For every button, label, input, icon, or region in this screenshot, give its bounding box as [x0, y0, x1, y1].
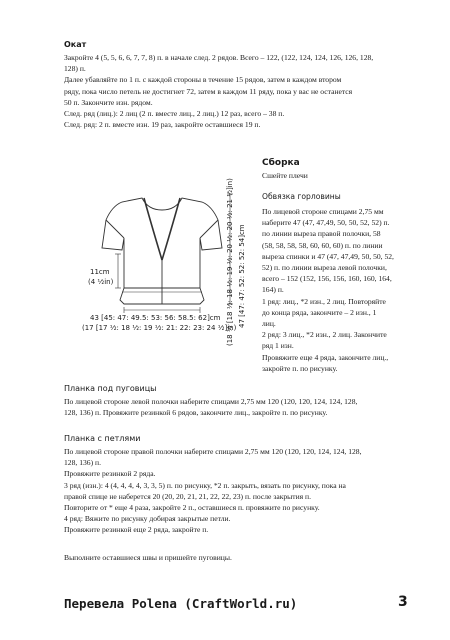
text-line: Провяжите резинкой 2 ряда. — [64, 469, 156, 479]
text-line: По лицевой стороне спицами 2,75 мм — [262, 207, 384, 216]
text-line: закройте п. по рисунку. — [262, 363, 338, 373]
text-line: След. ряд (лиц.): 2 лиц (2 п. вместе лиц., 2 лиц.) 12 раз, всего – 38 п. — [64, 109, 285, 119]
text-line: 128) п. — [64, 64, 86, 74]
text-line: 4 ряд: Вяжите по рисунку добирая закрытые петли. — [64, 514, 231, 524]
text-line: всего – 152 (152, 156, 156, 160, 160, 164, — [262, 274, 392, 284]
text-line: 128, 136) п. Провяжите резинкой 6 рядов, закончите лиц., закройте п. по рисунку. — [64, 408, 328, 418]
text-line: Провяжите резинкой еще 2 ряда, закройте п. — [64, 525, 209, 535]
final-instruction: Выполните оставшиеся швы и пришейте пуговицы. — [64, 553, 232, 562]
text-line: 164) п. — [262, 285, 284, 295]
text-line: Закройте 4 (5, 5, 6, 6, 7, 7, 8) п. в начале след. 2 рядов. Всего – 122, (122, 124, 124, 126, 126, 128, — [64, 53, 374, 62]
text-line: 128, 136) п. — [64, 458, 101, 468]
text-line: 3 ряд (изн.): 4 (4, 4, 4, 4, 3, 3, 5) п. по рисунку, *2 п. закрыть, вязать по рисунку, пока на — [64, 480, 346, 490]
text-line: След. ряд: 2 п. вместе изн. 19 раз, закройте оставшиеся 19 п. — [64, 120, 261, 130]
text-line: по линии выреза правой полочки, 58 — [262, 229, 381, 239]
text-line: лиц. — [262, 319, 276, 329]
sborka-title: Сборка — [262, 158, 300, 168]
width-dimension-in: (17 [17 ¹⁄₂: 18 ¹⁄₂: 19 ¹⁄₂: 21: 22: 23: 24 ¹⁄₂]in) — [82, 324, 237, 332]
length-dimension-cm: 47 [47: 47: 52: 52: 52: 54]cm — [238, 224, 246, 328]
sborka-subtitle: Сшейте плечи — [262, 171, 308, 180]
side-dimension-cm: 11cm — [90, 268, 110, 276]
text-line: ряду, пока число петель не достигнет 72, затем в каждом 11 ряду, пока у вас не останется — [64, 86, 353, 96]
text-line: (58, 58, 58, 58, 60, 60, 60) п. по линии — [262, 240, 383, 250]
text-line: По лицевой стороне левой полочки наберите спицами 2,75 мм 120 (120, 120, 124, 124, 128, — [64, 397, 358, 406]
page-number: 3 — [398, 594, 408, 610]
length-dimension-in: (18 ¹⁄₂ [18 ¹⁄₂: 18 ¹⁄₂: 19 ¹⁄₂: 20 ¹⁄₂: 20 ¹⁄₂: 21 ¹⁄₂]in) — [226, 178, 234, 346]
text-line: 52) п. по линии выреза левой полочки, — [262, 263, 387, 273]
planka-pugovic-title: Планка под пуговицы — [64, 384, 157, 393]
side-dimension-in: (4 ¹⁄₂in) — [88, 278, 114, 286]
text-line: выреза спинки и 47 (47, 47,49, 50, 50, 52, — [262, 251, 394, 261]
text-line: Повторите от * еще 4 раза, закройте 2 п., оставшиеся п. провяжите по рисунку. — [64, 503, 320, 513]
text-line: Провяжите еще 4 ряда, закончите лиц., — [262, 352, 389, 362]
text-line: правой спице не наберется 20 (20, 20, 21, 21, 22, 22, 23) п. после закрытия п. — [64, 491, 312, 501]
text-line: до конца ряда, закончите – 2 изн., 1 — [262, 307, 377, 317]
planka-petli-title: Планка с петлями — [64, 434, 141, 443]
sborka-text — [262, 206, 422, 374]
okat-title: Окат — [64, 40, 87, 49]
width-dimension-cm: 43 [45: 47: 49.5: 53: 56: 58.5: 62]cm — [90, 314, 221, 322]
planka-pugovic-text — [64, 396, 414, 418]
obvyazka-title: Обвязка горловины — [262, 192, 341, 201]
text-line: 2 ряд: 3 лиц., *2 изн., 2 лиц. Закончите — [262, 330, 387, 340]
text-line: По лицевой стороне правой полочки наберите спицами 2,75 мм 120 (120, 120, 124, 124, 128, — [64, 447, 362, 456]
text-line: 1 ряд: лиц., *2 изн., 2 лиц. Повторяйте — [262, 296, 386, 306]
okat-text — [64, 52, 404, 130]
planka-petli-text — [64, 446, 414, 536]
footer-credit: Перевела Polena (CraftWorld.ru) — [64, 596, 298, 611]
text-line: 50 п. Закончите изн. рядом. — [64, 97, 153, 107]
text-line: ряд 1 изн. — [262, 341, 294, 351]
text-line: Далее убавляйте по 1 п. с каждой стороны в течение 15 рядов, затем в каждом втором — [64, 75, 342, 85]
text-line: наберите 47 (47, 47,49, 50, 50, 52, 52) п. — [262, 218, 390, 228]
